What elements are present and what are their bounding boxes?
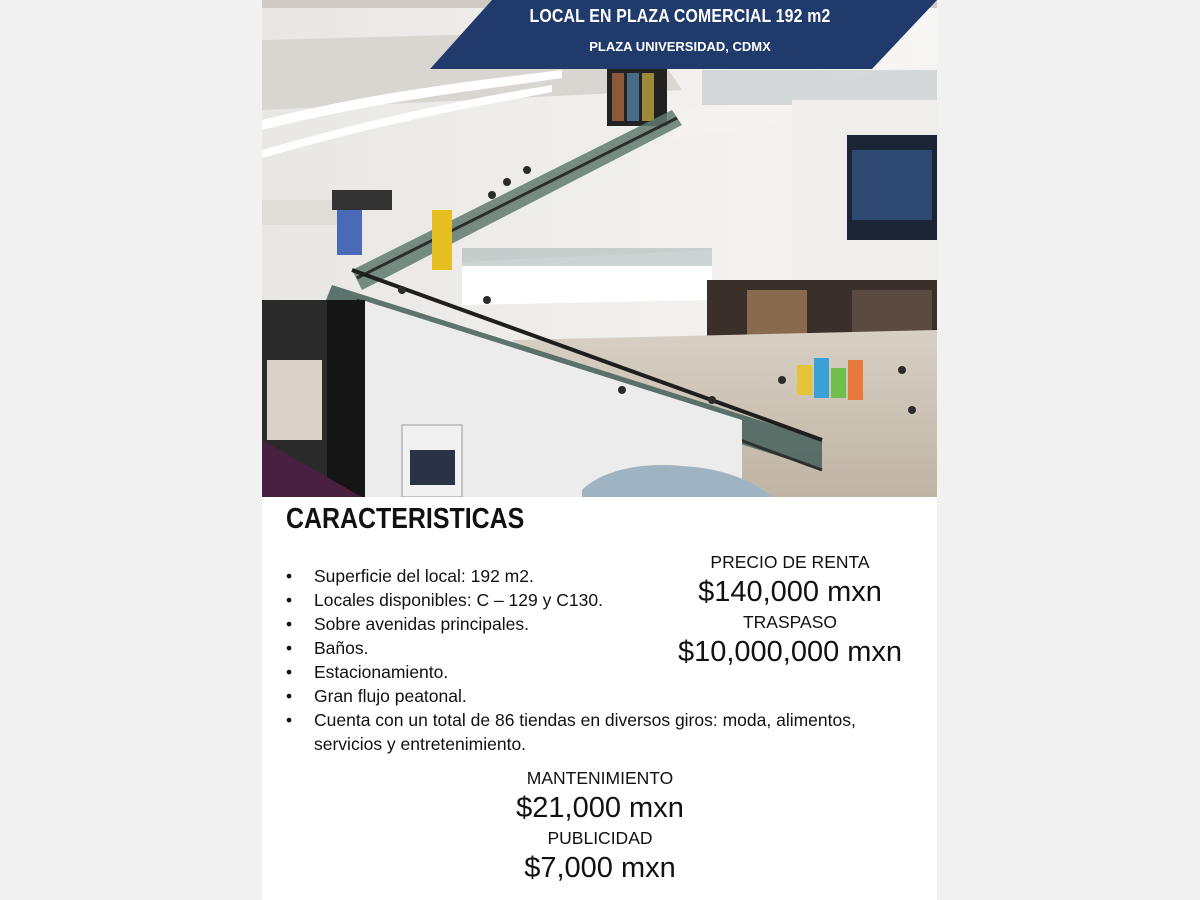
maintenance-label: MANTENIMIENTO <box>526 768 674 788</box>
feature-item: • Gran flujo peatonal. <box>286 684 886 708</box>
features-heading: CARACTERISTICAS <box>286 503 525 535</box>
mall-interior-photo <box>262 0 937 497</box>
listing-sheet <box>262 0 937 900</box>
transfer-label: TRASPASO <box>742 612 837 632</box>
feature-item: • Baños. <box>286 636 886 660</box>
maintenance-price-block <box>480 767 720 887</box>
feature-item: • Locales disponibles: C – 129 y C130. <box>286 588 886 612</box>
rent-label: PRECIO DE RENTA <box>710 552 870 572</box>
feature-item: • Cuenta con un total de 86 tiendas en diversos giros: moda, alimentos, servicios y entretenimiento. <box>286 708 886 756</box>
transfer-value: $10,000,000 mxn <box>677 636 903 668</box>
listing-location: PLAZA UNIVERSIDAD, CDMX <box>589 39 771 54</box>
advertising-label: PUBLICIDAD <box>547 828 653 848</box>
feature-item: • Estacionamiento. <box>286 660 886 684</box>
advertising-value: $7,000 mxn <box>524 852 676 884</box>
feature-item: • Sobre avenidas principales. <box>286 612 886 636</box>
maintenance-value: $21,000 mxn <box>516 792 684 824</box>
rent-price-block <box>670 551 910 671</box>
listing-title: LOCAL EN PLAZA COMERCIAL 192 m2 <box>529 6 831 26</box>
rent-value: $140,000 mxn <box>698 576 882 608</box>
feature-item: • Superficie del local: 192 m2. <box>286 564 886 588</box>
